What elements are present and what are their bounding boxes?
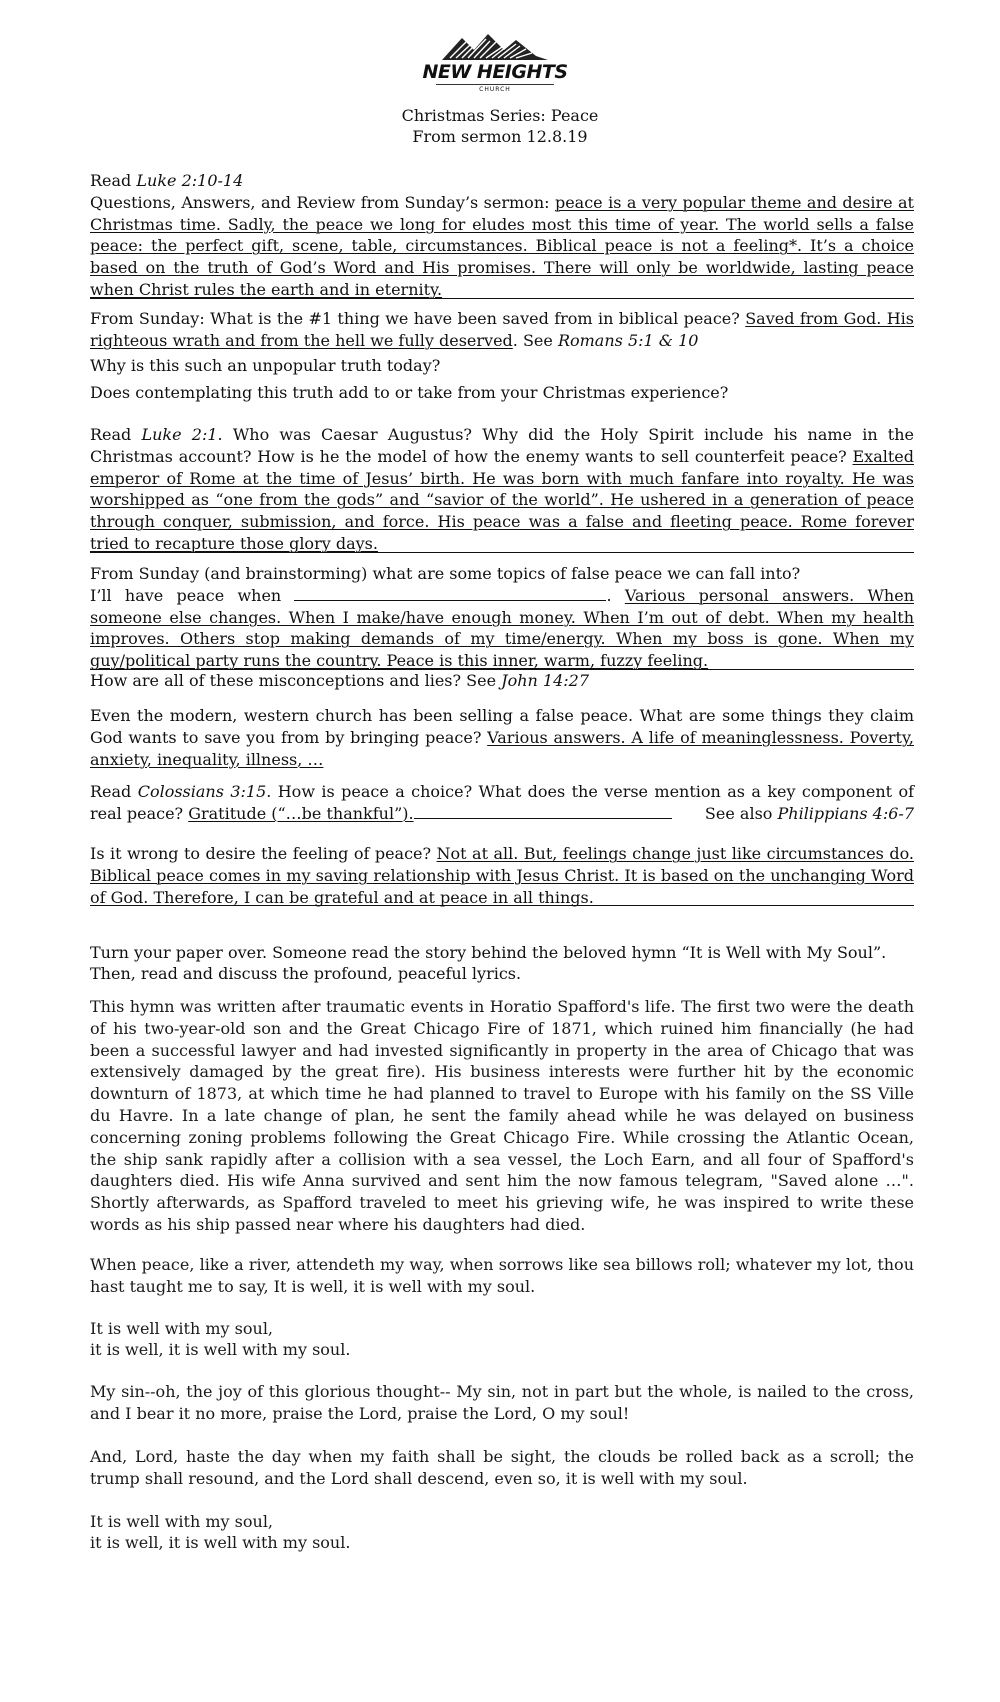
hymn-story: This hymn was written after traumatic events in Horatio Spafford's life. The first two were the death of his two-year-old son and the Great Chicago Fire of 1871, which ruined him financially (he had been a successful lawyer and had invested significantly in property in the area of Chicago that was extensively damaged by the great fire). His business interests were further hit by the economic downturn of 1873, at which time he had planned to travel to Europe with his family on the SS Ville du Havre. In a late change of plan, he sent the family ahead while he was delayed on business concerning zoning problems following the Great Chicago Fire. While crossing the Atlantic Ocean, the ship sank rapidly after a collision with a sea vessel, the Loch Earn, and all four of Spafford's daughters died. His wife Anna survived and sent him the now famous telegram, "Saved alone …". Shortly afterwards, as Spafford traveled to meet his grieving wife, he was inspired to write these words as his ship passed near where his daughters had died.: [90, 997, 914, 1234]
instructions-line-1: Turn your paper over. Someone read the story behind the beloved hymn “It is Well with My Soul”.: [90, 943, 887, 962]
question-text: From Sunday: What is the #1 thing we have been saved from in biblical peace?: [90, 309, 746, 328]
scripture-ref: John 14:27: [501, 670, 590, 690]
prompt-text: I’ll have peace when: [90, 585, 295, 605]
scripture-ref: Romans 5:1 & 10: [557, 330, 699, 350]
logo-brand-text: NEW HEIGHTS: [422, 61, 568, 83]
instructions-line-2: Then, read and discuss the profound, peaceful lyrics.: [90, 964, 522, 983]
question-christmas-experience: Does contemplating this truth add to or take from your Christmas experience?: [90, 383, 729, 402]
answer-text: Not at all. But, feelings change just like circumstances do. Biblical peace comes in my saving relationship with Jesus Christ. It is based on the unchanging Word of God. Therefore, I can be grateful and at peace in all things.: [90, 844, 915, 907]
section-saved-from: [90, 308, 914, 352]
logo-rule: [436, 84, 554, 85]
question-text: . Who was Caesar Augustus? Why did the Holy Spirit include his name in the Christmas account? How is he the model of how the enemy wants to sell counterfeit peace?: [90, 425, 915, 466]
sermon-date: From sermon 12.8.19: [412, 127, 588, 146]
question-text: Even the modern, western church has been selling a false peace. What are some things they claim God wants to save you from by bringing peace?: [90, 706, 914, 747]
section-false-peace: [90, 563, 914, 692]
scripture-ref: Philippians 4:6-7: [777, 803, 914, 823]
mountain-logo-icon: [440, 32, 550, 62]
answer-text: Saved from God. His righteous wrath and from the hell we fully deserved: [90, 309, 914, 350]
answer-text: Gratitude (“…be thankful”).: [188, 803, 414, 823]
lyrics-chorus-1a: It is well with my soul,: [90, 1319, 274, 1338]
church-logo: [420, 32, 570, 104]
question-text: . How is peace a choice? What does the verse mention as a key component of real peace?: [90, 782, 915, 823]
lyrics-verse-2: My sin--oh, the joy of this glorious thought-- My sin, not in part but the whole, is nailed to the cross, and I bear it no more, praise the Lord, praise the Lord, O my soul!: [90, 1382, 914, 1423]
see-label: . See: [512, 330, 558, 350]
logo-sub-text: CHURCH: [479, 86, 511, 93]
section-luke-2-10: [90, 170, 914, 299]
answer-text: Various personal answers. When someone else changes. When I make/have enough money. When I’m out of debt. When my health improves. Others stop making demands of my time/energy. When my boss is gone. When my guy/political party runs the country. Peace is this inner, warm, fuzzy feeling.: [90, 585, 914, 671]
section-caesar-augustus: [90, 424, 914, 553]
lyrics-verse-3: And, Lord, haste the day when my faith shall be sight, the clouds be rolled back as a scroll; the trump shall resound, and the Lord shall descend, even so, it is well with my soul.: [90, 1447, 914, 1488]
lyrics-chorus-2a: It is well with my soul,: [90, 1512, 274, 1531]
question-text: Is it wrong to desire the feeling of peace?: [90, 844, 437, 863]
series-title: Christmas Series: Peace: [401, 106, 599, 125]
see-label: See also: [704, 803, 778, 823]
question-text: Questions, Answers, and Review from Sunday’s sermon:: [90, 192, 555, 212]
read-label: Read: [90, 171, 137, 190]
fill-in-blank: [414, 817, 672, 819]
lyrics-chorus-2b: it is well, it is well with my soul.: [90, 1533, 351, 1552]
answer-text: peace is a very popular theme and desire at Christmas time. Sadly, the peace we long for eludes most this time of year. The world sells a false peace: the perfect gift, scene, table, circumstances. Biblical peace is not a feeling*. It’s a choice based on the truth of God’s Word and His promises. There will only be worldwide, lasting peace when Christ rules the earth and in eternity.: [90, 192, 914, 299]
section-western-church: [90, 705, 914, 770]
question-text: How are all of these misconceptions and lies? See: [90, 670, 502, 690]
lyrics-verse-1: When peace, like a river, attendeth my way, when sorrows like sea billows roll; whatever my lot, thou hast taught me to say, It is well, it is well with my soul.: [90, 1255, 914, 1296]
lyrics-chorus-1b: it is well, it is well with my soul.: [90, 1340, 351, 1359]
section-desire-peace: [90, 843, 914, 906]
question-text: From Sunday (and brainstorming) what are some topics of false peace we can fall into?: [90, 564, 801, 583]
read-label: Read: [90, 782, 138, 801]
answer-text: Various answers. A life of meaninglessness. Poverty, anxiety, inequality, illness, …: [90, 727, 914, 769]
section-colossians: [90, 781, 914, 825]
fill-in-blank: [294, 599, 606, 601]
question-unpopular: Why is this such an unpopular truth today?: [90, 356, 441, 375]
scripture-ref: Luke 2:1: [141, 425, 218, 444]
scripture-ref: Colossians 3:15: [137, 782, 267, 801]
read-label: Read: [90, 425, 142, 444]
scripture-ref: Luke 2:10-14: [136, 171, 244, 190]
answer-text: Exalted emperor of Rome at the time of Jesus’ birth. He was born with much fanfare into royalty. He was worshipped as “one from the gods” and “savior of the world”. He ushered in a generation of peace through conquer, submission, and force. His peace was a false and fleeting peace. Rome forever tried to recapture those glory days.: [90, 446, 914, 553]
punctuation: .: [606, 585, 625, 605]
